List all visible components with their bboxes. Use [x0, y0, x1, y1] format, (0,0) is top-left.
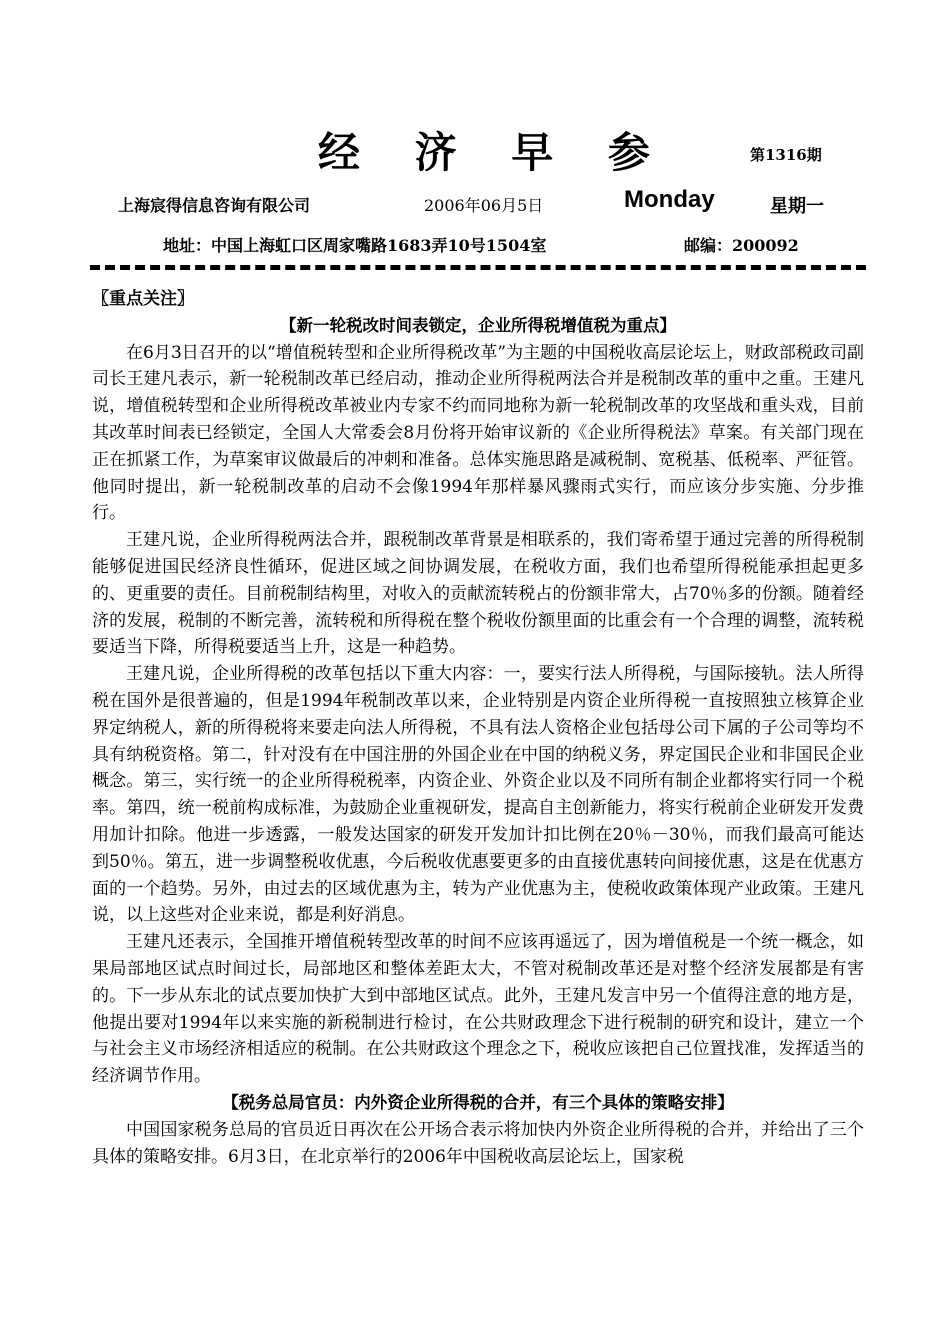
publish-date: 2006年06月5日	[424, 196, 544, 215]
section-label: 〖重点关注〗	[92, 289, 194, 309]
article-paragraph: 中国国家税务总局的官员近日再次在公开场合表示将加快内外资企业所得税的合并，并给出了三个具体的策略安排。6月3日，在北京举行的2006年中国税收高层论坛上，国家税	[92, 1119, 864, 1167]
newsletter-title: 经 济 早 参	[318, 128, 670, 177]
header-divider	[90, 265, 866, 270]
article-paragraph: 王建凡说，企业所得税两法合并，跟税制改革背景是相联系的，我们寄希望于通过完善的所得税制能够促进国民经济良性循环，促进区域之间协调发展，在税收方面，我们也希望所得税能承担起更多的、更重要的责任。目前税制结构里，对收入的贡献流转税占的份额非常大，占70％多的份额。随着经济的发展，税制的不断完善，流转税和所得税在整个税收份额里面的比重会有一个合理的调整，流转税要适当下降，所得税要适当上升，这是一种趋势。	[92, 530, 864, 658]
main-content	[92, 286, 864, 1170]
article-headline: 【新一轮税改时间表锁定，企业所得税增值税为重点】	[280, 315, 676, 335]
address: 地址：中国上海虹口区周家嘴路1683弄10号1504室	[163, 236, 547, 255]
article-paragraph: 王建凡说，企业所得税的改革包括以下重大内容：一，要实行法人所得税，与国际接轨。法人所得税在国外是很普遍的，但是1994年税制改革以来，企业特别是内资企业所得税一直按照独立核算企业界定纳税人，新的所得税将来要走向法人所得税，不具有法人资格企业包括母公司下属的子公司等均不具有纳税资格。第二，针对没有在中国注册的外国企业在中国的纳税义务，界定国民企业和非国民企业概念。第三，实行统一的企业所得税税率，内资企业、外资企业以及不同所有制企业都将实行同一个税率。第四，统一税前构成标准，为鼓励企业重视研发，提高自主创新能力，将实行税前企业研发开发费用加计扣除。他进一步透露，一般发达国家的研发开发加计扣比例在20％－30％，而我们最高可能达到50％。第五，进一步调整税收优惠，今后税收优惠要更多的由直接优惠转向间接优惠，这是在优惠方面的一个趋势。另外，由过去的区域优惠为主，转为产业优惠为主，使税收政策体现产业政策。王建凡说，以上这些对企业来说，都是利好消息。	[92, 664, 864, 926]
issue-number: 第1316期	[750, 146, 822, 164]
company-name: 上海宸得信息咨询有限公司	[118, 196, 311, 215]
weekday-english: Monday	[624, 186, 715, 213]
article-paragraph: 王建凡还表示，全国推开增值税转型改革的时间不应该再遥远了，因为增值税是一个统一概念，如果局部地区试点时间过长，局部地区和整体差距太大，不管对税制改革还是对整个经济发展都是有害的。下一步从东北的试点要加快扩大到中部地区试点。此外，王建凡发言中另一个值得注意的地方是，他提出要对1994年以来实施的新税制进行检讨，在公共财政理念下进行税制的研究和设计，建立一个与社会主义市场经济相适应的税制。在公共财政这个理念之下，税收应该把自己位置找准，发挥适当的经济调节作用。	[92, 932, 864, 1087]
postcode: 邮编：200092	[684, 236, 799, 255]
article-headline: 【税务总局官员：内外资企业所得税的合并，有三个具体的策略安排】	[222, 1092, 734, 1112]
weekday-chinese: 星期一	[770, 196, 824, 217]
article-paragraph: 在6月3日召开的以“增值税转型和企业所得税改革”为主题的中国税收高层论坛上，财政部税政司副司长王建凡表示，新一轮税制改革已经启动，推动企业所得税两法合并是税制改革的重中之重。王建凡说，增值税转型和企业所得税改革被业内专家不约而同地称为新一轮税制改革的攻坚战和重头戏，目前其改革时间表已经锁定，全国人大常委会8月份将开始审议新的《企业所得税法》草案。有关部门现在正在抓紧工作，为草案审议做最后的冲刺和准备。总体实施思路是减税制、宽税基、低税率、严征管。他同时提出，新一轮税制改革的启动不会像1994年那样暴风骤雨式实行，而应该分步实施、分步推行。	[92, 342, 864, 524]
